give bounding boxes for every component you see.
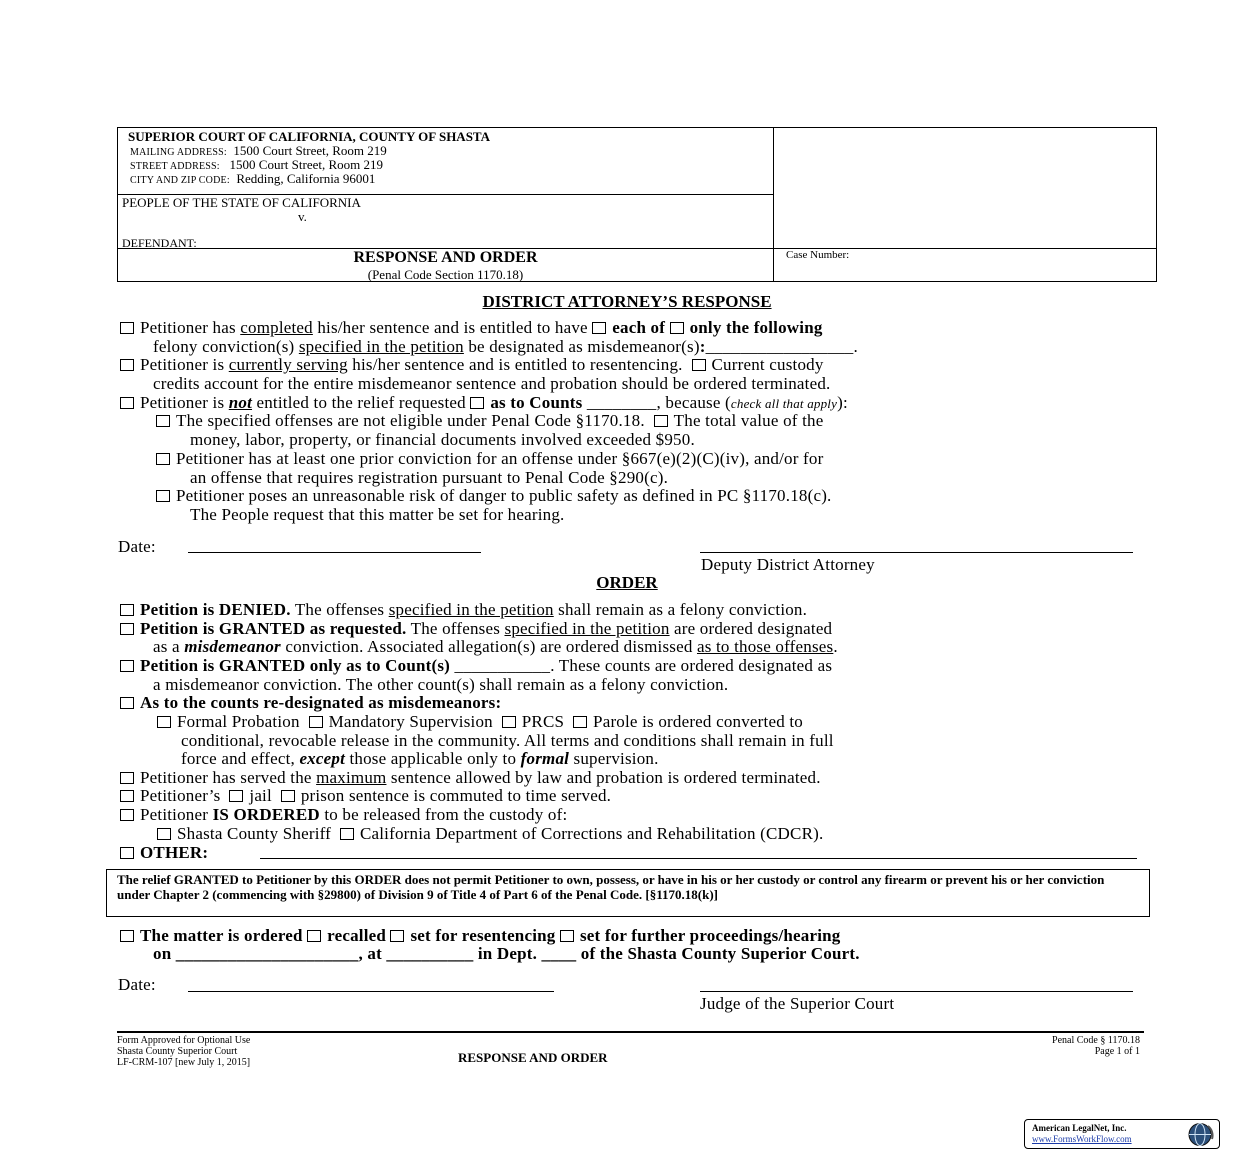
released-checkbox[interactable] <box>120 809 134 821</box>
judge-date-label: Date: <box>118 975 156 994</box>
sheriff-checkbox[interactable] <box>157 828 171 840</box>
footer-right: Penal Code § 1170.18 Page 1 of 1 <box>1052 1035 1140 1057</box>
mandatory-supervision-checkbox[interactable] <box>309 716 323 728</box>
da-not-entitled-line: Petitioner is not entitled to the relief requested as to Counts ________, because (check all that apply): <box>120 393 848 413</box>
da-signature-label: Deputy District Attorney <box>701 555 875 574</box>
publisher-badge[interactable] <box>1024 1119 1220 1149</box>
globe-icon <box>1182 1122 1218 1147</box>
parole-checkbox[interactable] <box>573 716 587 728</box>
street-address: STREET ADDRESS: 1500 Court Street, Room 219 <box>130 157 383 172</box>
footer-title: RESPONSE AND ORDER <box>458 1050 608 1065</box>
recalled-checkbox[interactable] <box>307 930 321 942</box>
commuted-checkbox[interactable] <box>120 790 134 802</box>
da-serving-line: Petitioner is currently serving his/her sentence and is entitled to resentencing. Current custody <box>120 355 824 375</box>
granted-counts-checkbox[interactable] <box>120 660 134 672</box>
completed-checkbox[interactable] <box>120 322 134 334</box>
hearing-line: on _____________________, at __________ in Dept. ____ of the Shasta County Superior Court. <box>153 944 860 963</box>
resentencing-checkbox[interactable] <box>390 930 404 942</box>
prcs-checkbox[interactable] <box>502 716 516 728</box>
maximum-served-checkbox[interactable] <box>120 772 134 784</box>
case-number-label: Case Number: <box>786 249 850 261</box>
other-checkbox[interactable] <box>120 847 134 859</box>
mailing-address: MAILING ADDRESS: 1500 Court Street, Room 219 <box>130 143 387 158</box>
caption-box <box>117 127 1157 282</box>
value-exceeded-checkbox[interactable] <box>654 415 668 427</box>
granted-checkbox[interactable] <box>120 623 134 635</box>
judge-signature-line[interactable] <box>700 991 1133 992</box>
judge-date-line[interactable] <box>188 991 554 992</box>
da-date-label: Date: <box>118 537 156 556</box>
denied-checkbox[interactable] <box>120 604 134 616</box>
court-name: SUPERIOR COURT OF CALIFORNIA, COUNTY OF SHASTA <box>128 129 491 144</box>
publisher-link[interactable]: www.FormsWorkFlow.com <box>1032 1134 1132 1144</box>
footer-rule <box>117 1031 1144 1033</box>
jail-checkbox[interactable] <box>229 790 243 802</box>
prison-checkbox[interactable] <box>281 790 295 802</box>
as-to-counts-checkbox[interactable] <box>470 397 484 409</box>
defendant-label: DEFENDANT: <box>122 236 197 250</box>
da-completed-line: Petitioner has completed his/her sentence and is entitled to have each of only the following <box>120 318 823 338</box>
serving-checkbox[interactable] <box>120 359 134 371</box>
not-entitled-checkbox[interactable] <box>120 397 134 409</box>
footer-left: Form Approved for Optional Use Shasta County Superior Court LF-CRM-107 [new July 1, 2015] <box>117 1035 251 1068</box>
only-following-checkbox[interactable] <box>670 322 684 334</box>
custody-credits-checkbox[interactable] <box>692 359 706 371</box>
redesignated-checkbox[interactable] <box>120 697 134 709</box>
firearm-warning: The relief GRANTED to Petitioner by this ORDER does not permit Petitioner to own, possess, or have in his or her custody or control any firearm or prevent his or her conviction under Chapter 2 (commencing with §29800) of Division 9 of Title 4 of Part 6 of the Penal Code. [§1170.18(k)] <box>106 869 1150 917</box>
da-signature-line[interactable] <box>700 552 1133 553</box>
judge-signature-label: Judge of the Superior Court <box>700 994 895 1013</box>
form-subtitle: (Penal Code Section 1170.18) <box>367 267 524 282</box>
each-of-checkbox[interactable] <box>592 322 606 334</box>
da-date-line[interactable] <box>188 552 481 553</box>
matter-ordered-checkbox[interactable] <box>120 930 134 942</box>
other-line[interactable] <box>260 858 1137 859</box>
cdcr-checkbox[interactable] <box>340 828 354 840</box>
risk-checkbox[interactable] <box>156 490 170 502</box>
further-proceedings-checkbox[interactable] <box>560 930 574 942</box>
form-title: RESPONSE AND ORDER <box>353 249 538 266</box>
da-heading: DISTRICT ATTORNEY’S RESPONSE <box>482 292 772 311</box>
order-heading: ORDER <box>596 573 658 592</box>
prior-conviction-checkbox[interactable] <box>156 453 170 465</box>
people-label: PEOPLE OF THE STATE OF CALIFORNIA <box>122 195 361 210</box>
city-zip: CITY AND ZIP CODE: Redding, California 96001 <box>130 171 376 186</box>
versus: v. <box>298 209 307 224</box>
formal-probation-checkbox[interactable] <box>157 716 171 728</box>
not-eligible-checkbox[interactable] <box>156 415 170 427</box>
publisher-name: American LegalNet, Inc. <box>1032 1123 1127 1133</box>
